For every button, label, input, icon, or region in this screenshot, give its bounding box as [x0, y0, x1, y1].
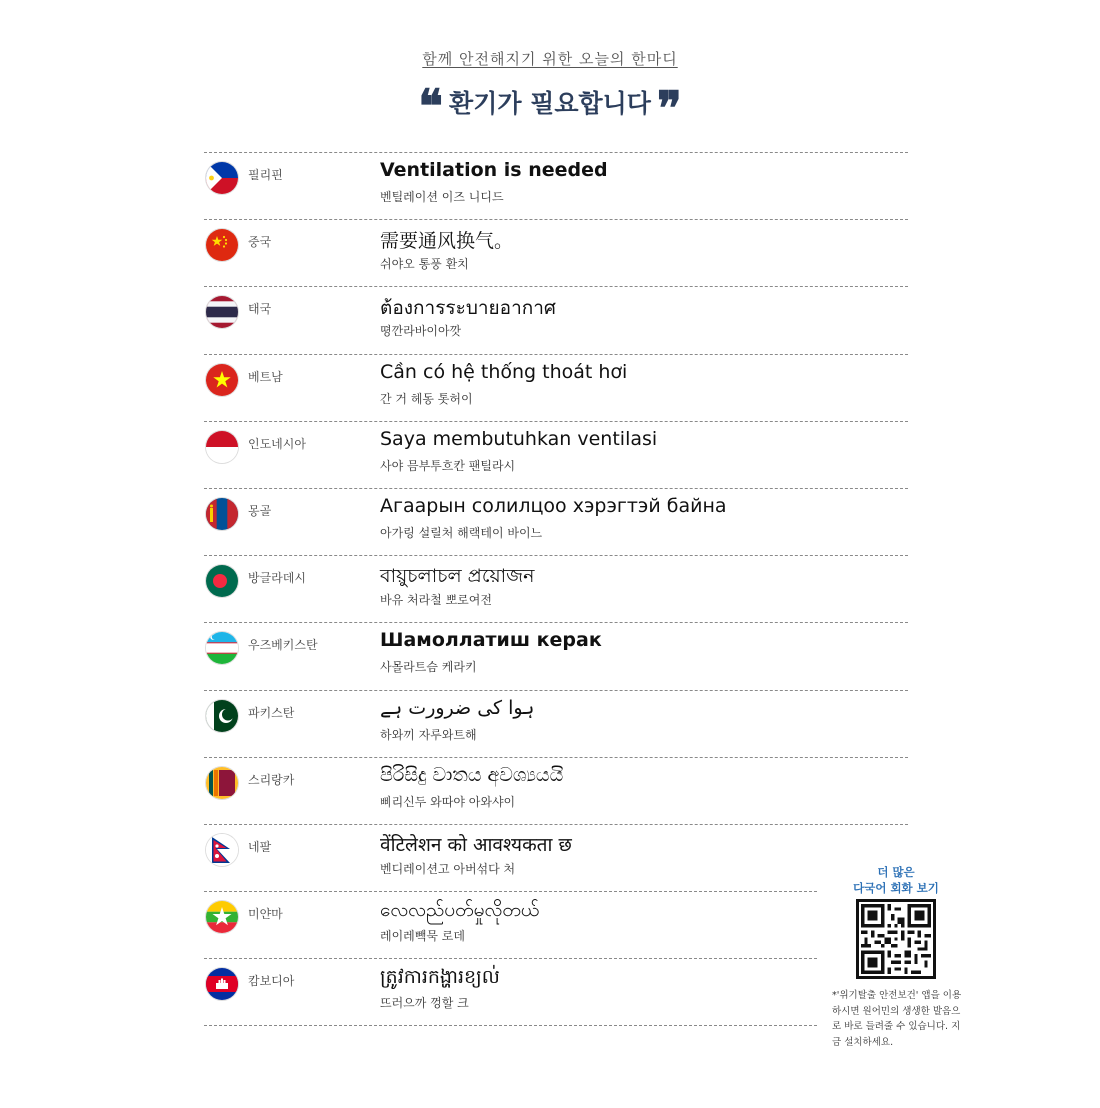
- phrase-text: Агаарын солилцоо хэрэгтэй байна: [380, 494, 727, 517]
- country-name: 몽골: [248, 503, 272, 518]
- phrase-text: 需要通风换气。: [380, 230, 514, 253]
- pakistan-flag-icon: [206, 700, 238, 732]
- pronunciation-text: 레이레빽묵 로데: [380, 929, 465, 944]
- pronunciation-text: 벤디레이션고 아버섞다 처: [380, 861, 516, 876]
- country-name: 중국: [248, 235, 272, 250]
- pronunciation-text: 뜨러으까 껑할 크: [380, 996, 469, 1011]
- phrase-text: လေလည်ပတ်မှုလိုတယ်: [380, 899, 540, 922]
- page-title: 환기가 필요합니다: [449, 89, 651, 118]
- title-row: [0, 79, 1100, 135]
- qr-caption-line2: 다국어 회화 보기: [853, 881, 939, 895]
- list-item: [204, 555, 908, 622]
- country-name: 네팔: [248, 839, 272, 854]
- list-item: [204, 757, 908, 824]
- vietnam-flag-icon: [206, 364, 238, 396]
- country-name: 베트남: [248, 369, 283, 384]
- phrase-text: Cần có hệ thống thoát hơi: [380, 360, 628, 383]
- country-name: 캄보디아: [248, 974, 295, 989]
- country-name: 우즈베키스탄: [248, 638, 318, 653]
- list-item: [204, 622, 908, 689]
- list-item: [204, 690, 908, 757]
- pronunciation-text: 쉬야오 통풍 환치: [380, 257, 469, 272]
- list-item: [204, 891, 817, 958]
- country-name: 스리랑카: [248, 772, 295, 787]
- list-divider: [204, 1025, 817, 1026]
- country-name: 미얀마: [248, 907, 283, 922]
- qr-code-icon[interactable]: [856, 899, 936, 979]
- country-name: 인도네시아: [248, 436, 306, 451]
- mongolia-flag-icon: [206, 498, 238, 530]
- pronunciation-text: 사야 믐부투흐칸 팬틸라시: [380, 458, 516, 473]
- uzbekistan-flag-icon: [206, 632, 238, 664]
- list-item: [204, 421, 908, 488]
- phrase-text: ہوا کی ضرورت ہے: [380, 696, 535, 719]
- cambodia-flag-icon: [206, 968, 238, 1000]
- nepal-flag-icon: [206, 834, 238, 866]
- thailand-flag-icon: [206, 296, 238, 328]
- phrase-text: ត្រូវការកង្ហារខ្យល់: [380, 966, 500, 989]
- pronunciation-text: 사몰라트슴 케라키: [380, 660, 477, 675]
- open-quote-icon: ❝: [418, 79, 444, 133]
- page-subtitle: 함께 안전해지기 위한 오늘의 한마디: [422, 50, 678, 68]
- pronunciation-text: 바유 처라철 뽀로여전: [380, 593, 492, 608]
- indonesia-flag-icon: [206, 431, 238, 463]
- phrase-list: [204, 152, 908, 1026]
- philippines-flag-icon: [206, 162, 238, 194]
- myanmar-flag-icon: [206, 901, 238, 933]
- phrase-text: Ventilation is needed: [380, 159, 608, 181]
- sri-lanka-flag-icon: [206, 767, 238, 799]
- pronunciation-text: 벤틸레이션 이즈 니디드: [380, 190, 504, 204]
- bangladesh-flag-icon: [206, 565, 238, 597]
- country-name: 필리핀: [248, 168, 283, 182]
- phrase-text: ต้องการระบายอากาศ: [380, 297, 556, 320]
- pronunciation-text: 간 거 헤동 톳허이: [380, 391, 473, 406]
- list-item: [204, 488, 908, 555]
- phrase-text: Saya membutuhkan ventilasi: [380, 427, 658, 450]
- app-install-note: *'위기탈출 안전보건' 앱을 이용하시면 원어민의 생생한 발음으로 바로 들려줄 수 있습니다. 지금 설치하세요.: [832, 990, 962, 1048]
- country-name: 방글라데시: [248, 571, 306, 586]
- page-header: [0, 48, 1100, 135]
- country-name: 태국: [248, 302, 272, 317]
- pronunciation-text: 삐리신두 와따야 아와샤이: [380, 794, 516, 809]
- pronunciation-text: 하와끼 자루와트해: [380, 727, 477, 742]
- list-item: [204, 354, 908, 421]
- phrase-text: वेंटिलेशन को आवश्यकता छ: [380, 833, 572, 856]
- phrase-text: Шамоллатиш керак: [380, 629, 602, 652]
- list-item: [204, 958, 817, 1025]
- list-item: [204, 219, 908, 286]
- phrase-text: පිරිසිදු වාතය අවශ්‍යයයි: [380, 763, 564, 786]
- list-item: [204, 824, 908, 891]
- close-quote-icon: ❞: [656, 81, 682, 135]
- list-item: [204, 286, 908, 353]
- pronunciation-text: 아가링 설릴처 해랙테이 바이느: [380, 525, 543, 540]
- country-name: 파키스탄: [248, 705, 295, 720]
- china-flag-icon: [206, 229, 238, 261]
- list-item: [204, 152, 908, 219]
- phrase-text: বায়ুচলাচল প্রয়োজন: [380, 565, 535, 588]
- pronunciation-text: 뗭깐라바이아깟: [380, 324, 462, 339]
- qr-caption-line1: 더 많은: [877, 865, 915, 879]
- qr-block[interactable]: [826, 864, 966, 979]
